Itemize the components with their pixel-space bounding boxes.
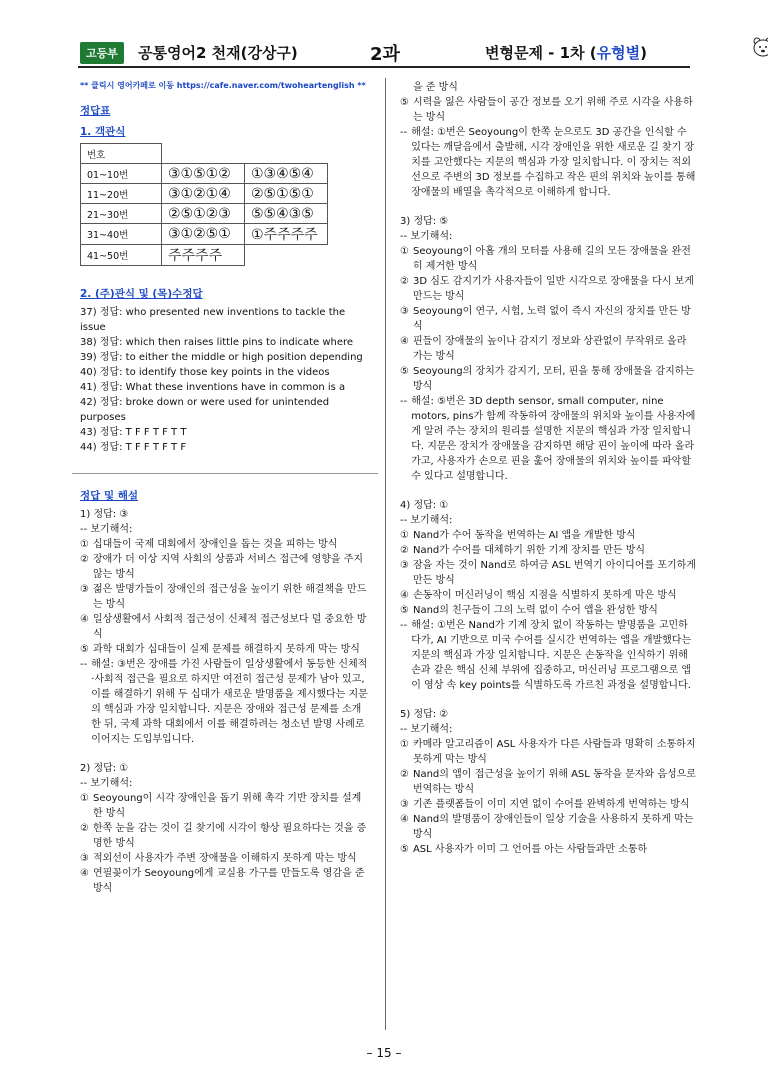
list-item: ③ 잠을 자는 것이 Nand로 하여금 ASL 번역기 아이디어를 포기하게 만든 방식 [400,560,696,586]
list-item: ⑤ 시력을 잃은 사람들이 공간 정보를 오기 위해 주로 시각을 사용하는 방식 [400,97,693,123]
list-item: ① Seoyoung이 시각 장애인을 돕기 위해 촉각 기반 장치를 설계한 방식 [80,793,362,819]
grade-badge: 고등부 [80,42,124,64]
q5-options-label: -- 보기해석: [400,724,453,735]
answer-key-heading: 정답표 [80,105,111,117]
q3-explanation: -- 해설: ⑤번은 3D depth sensor, small computer, nine motors, pins가 함께 작동하여 장애물의 위치와 높이를 사용자에게 알려 주는 장치의 원리를 설명한 지문의 핵심과 가장 일치합니다. 지문은 장치가 장애물을 감지하면 해당 핀이 높이에 따라 올라가고, 사용자가 손으로 핀을 훑어 장애물의 위치와 높이를 파악할 수 있다고 설명합니다. [400,396,696,482]
q4-options-label: -- 보기해석: [400,515,453,526]
sub-answer-37: 37) 정답: who presented new inventions to tackle the issue [80,307,346,333]
table-row: 41~50번 주주주주 [81,245,328,266]
explanation-heading: 정답 및 해설 [80,490,139,502]
lesson-title: 2과 [370,44,400,65]
list-item: ① Seoyoung이 아홉 개의 모터를 사용해 길의 모든 장애물을 완전히 제거한 방식 [400,246,691,272]
cafe-link[interactable]: ** 클릭시 영어카페로 이동 https://cafe.naver.com/twoheartenglish ** [80,81,366,90]
list-item: ④ 핀들이 장애물의 높이나 감지기 정보와 상관없이 무작위로 올라가는 방식 [400,336,687,362]
sub-answer-43: 43) 정답: T F F T F T T [80,427,187,438]
header-rule [78,66,690,68]
list-item: ③ 적외선이 사용자가 주변 장애물을 이해하지 못하게 막는 방식 [80,853,357,864]
list-item: ⑤ 과학 대회가 십대들이 실제 문제를 해결하지 못하게 막는 방식 [80,644,360,655]
list-item: ⑤ ASL 사용자가 이미 그 언어를 아는 사람들과만 소통하 [400,844,648,855]
sub-answer-40: 40) 정답: to identify those key points in the videos [80,367,330,378]
multiple-choice-heading: 1. 객관식 [80,126,126,138]
sub-answer-44: 44) 정답: T F F T F T F [80,442,187,453]
table-header-cell: 번호 [81,144,162,164]
answer-table [80,143,328,266]
q4-answer: 4) 정답: ① [400,500,449,511]
page-number: – 15 – [366,1046,402,1060]
list-item: ⑤ Seoyoung의 장치가 감지기, 모터, 핀을 통해 장애물을 감지하는 방식 [400,366,695,392]
q5-answer: 5) 정답: ② [400,709,449,720]
q1-options-label: -- 보기해석: [80,524,133,535]
table-header-row [81,144,328,164]
q2-explanation: -- 해설: ①번은 Seoyoung이 한쪽 눈으로도 3D 공간을 인식할 수 있다는 깨달음에서 출발해, 시각 장애인을 위한 새로운 길 찾기 장치를 고안했다는 지문의 핵심과 가장 일치합니다. 이 장치는 적외선으로 주변의 3D 정보를 수집하고 작은 핀의 위치와 높이를 통해 장애물의 배열을 촉각적으로 이해하게 합니다. [400,127,696,198]
q2-options-label: -- 보기해석: [80,778,133,789]
list-item: ② 3D 심도 감지기가 사용자들이 일반 시각으로 장애물을 다시 보게 만드는 방식 [400,276,694,302]
q4-explanation: -- 해설: ①번은 Nand가 기계 장치 없이 작동하는 발명품을 고민하다가, AI 기반으로 미국 수어를 실시간 번역하는 앱을 개발했다는 지문의 핵심과 가장 일치합니다. 지문은 손동작을 인식하기 위해 손과 같은 핵심 신체 부위에 집중하고, 머신러닝 프로그램으로 앱이 영상 속 key points를 식별하도록 가르친 과정을 설명합니다. [400,620,692,691]
q1-answer: 1) 정답: ③ [80,509,129,520]
list-item: ④ Nand의 발명품이 장애인들이 일상 기술을 사용하지 못하게 막는 방식 [400,814,694,840]
table-row: 01~10번 ③①⑤①② ①③④⑤④ [81,164,328,184]
subjective-heading: 2. (주)관식 및 (목)수정답 [80,288,203,300]
table-row: 11~20번 ③①②①④ ②⑤①⑤① [81,184,328,204]
q2-answer: 2) 정답: ① [80,763,129,774]
sub-answer-39: 39) 정답: to either the middle or high position depending [80,352,363,363]
sub-answer-38: 38) 정답: which then raises little pins to indicate where [80,337,354,348]
list-item: ② 한쪽 눈을 감는 것이 길 찾기에 시각이 항상 필요하다는 것을 증명한 방식 [80,823,367,849]
list-item: ④ 일상생활에서 사회적 접근성이 신체적 접근성보다 덜 중요한 방식 [80,614,367,640]
list-item: ① 십대들이 국제 대회에서 장애인을 돕는 것을 피하는 방식 [80,539,338,550]
list-item: ③ 젊은 발명가들이 장애인의 접근성을 높이기 위한 해결책을 만드는 방식 [80,584,367,610]
column-divider [385,78,386,1030]
q1-explanation: -- 해설: ③번은 장애를 가진 사람들이 일상생활에서 동등한 신체적·사회적 접근을 필요로 하지만 여전히 접근성 문제가 남아 있고, 이를 해결하기 위해 두 십대가 새로운 발명품을 제시했다는 지문의 핵심과 가장 일치합니다. 지문은 장애와 접근성 문제를 소개한 뒤, 국제 과학 대회에서 이를 해결하려는 청소년 발명 사례로 이어지는 도입부입니다. [80,659,368,745]
table-row: 31~40번 ③①②⑤① ①주주주주 [81,224,328,245]
table-row: 21~30번 ②⑤①②③ ⑤⑤④③⑤ [81,204,328,224]
sub-answer-41: 41) 정답: What these inventions have in common is a [80,382,346,393]
list-item: ② 장애가 더 이상 지역 사회의 상품과 서비스 접근에 영향을 주지 않는 방식 [80,554,364,580]
sub-answer-42: 42) 정답: broke down or were used for unintended purposes [80,397,330,423]
subject-title: 공통영어2 천재(강상구) [138,44,298,62]
q3-options-label: -- 보기해석: [400,231,453,242]
list-item: ② Nand가 수어를 대체하기 위한 기계 장치를 만든 방식 [400,545,646,556]
list-item: ③ 기존 플랫폼들이 이미 지연 없이 수어를 완벽하게 번역하는 방식 [400,799,690,810]
q3-answer: 3) 정답: ⑤ [400,216,449,227]
left-column [80,80,370,896]
list-item: ① Nand가 수어 동작을 번역하는 AI 앱을 개발한 방식 [400,530,636,541]
bear-mascot-icon [752,36,768,58]
list-item: ④ 연필꽂이가 Seoyoung에게 교실용 가구를 만들도록 영감을 준 방식 [80,868,365,894]
list-item: ① 카메라 알고리즘이 ASL 사용자가 다른 사람들과 명확히 소통하지 못하게 막는 방식 [400,739,696,765]
list-item: ⑤ Nand의 친구들이 그의 노력 없이 수어 앱을 완성한 방식 [400,605,658,616]
list-item: ④ 손동작이 머신러닝이 핵심 지점을 식별하지 못하게 막은 방식 [400,590,677,601]
list-item: ② Nand의 앱이 접근성을 높이기 위해 ASL 동작을 문자와 음성으로 번역하는 방식 [400,769,696,795]
right-column [400,80,696,857]
list-item: ③ Seoyoung이 연구, 시험, 노력 없이 즉시 자신의 장치를 만든 방식 [400,306,691,332]
list-item: 을 준 방식 [412,82,458,93]
page-header [80,40,710,64]
section-separator [72,473,378,474]
problem-type: 변형문제 - 1차 (유형별) [485,44,647,62]
